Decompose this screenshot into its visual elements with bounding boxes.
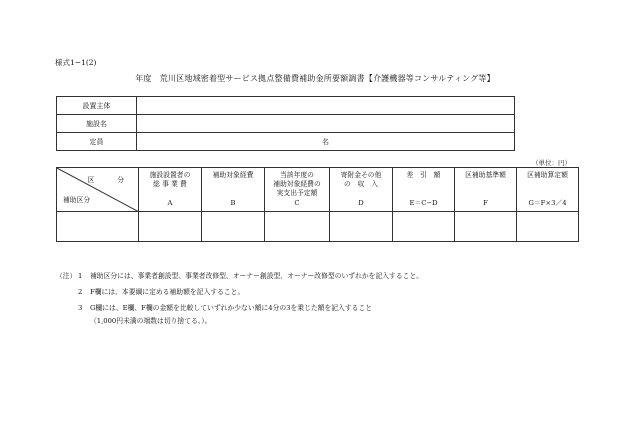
total-cost-cell[interactable] xyxy=(139,212,202,242)
column-header-text: 施設設置者の 総 事 業 費 xyxy=(149,171,191,188)
facility-info-table xyxy=(56,96,515,151)
column-code: E＝C−D xyxy=(409,199,438,207)
column-header xyxy=(202,168,265,212)
note-text: 補助区分には、事業者創設型、事業者改修型、オーナー創設型、オーナー改修型のいずれかを記入すること。 xyxy=(90,272,424,280)
info-row-facility xyxy=(57,115,515,133)
column-code: C xyxy=(294,199,300,207)
column-header-text: 補助対象経費 xyxy=(212,171,254,179)
column-header-text: 差 引 額 xyxy=(406,171,441,179)
form-number: 様式1−1(2) xyxy=(55,58,97,67)
document-title: 年度 荒川区地域密着型サービス拠点整備費補助金所要額調書【介護機器等コンサルティング等】 xyxy=(135,74,495,83)
subsidy-table xyxy=(56,167,579,242)
note-text: G欄には、E欄、F欄の金額を比較していずれか少ない額に4分の3を乗じた額を記入すること xyxy=(90,304,373,312)
facility-name-field[interactable] xyxy=(137,115,515,133)
calculated-amount-cell[interactable] xyxy=(517,212,579,242)
column-header-text: 区補助基準額 xyxy=(465,171,506,179)
info-row-operator xyxy=(57,97,515,115)
note-text: （1,000円未満の端数は切り捨てる。）。 xyxy=(90,317,212,325)
corner-label-bottom: 補助区分 xyxy=(63,196,91,204)
note-number: 2 xyxy=(78,288,83,296)
category-corner-cell xyxy=(57,168,139,212)
column-code: G＝F×3／4 xyxy=(528,199,567,207)
note-number: 1 xyxy=(78,272,83,280)
base-amount-cell[interactable] xyxy=(455,212,517,242)
info-label: 設置主体 xyxy=(57,97,137,115)
column-code: F xyxy=(483,199,488,207)
operator-field[interactable] xyxy=(137,97,515,115)
table-row xyxy=(57,212,579,242)
column-header-text: 寄附金その他 の 収 入 xyxy=(340,171,382,188)
note-number: 3 xyxy=(78,304,83,312)
column-header-text: 当該年度の 補助対象経費の 実支出予定額 xyxy=(273,171,321,197)
difference-cell[interactable] xyxy=(393,212,455,242)
subsidy-category-cell[interactable] xyxy=(57,212,139,242)
column-header xyxy=(139,168,202,212)
unit-note: （単位：円） xyxy=(532,159,571,167)
column-header xyxy=(455,168,517,212)
diagonal-line xyxy=(57,168,139,212)
corner-label-top: 区 分 xyxy=(87,176,132,184)
column-header-text: 区補助算定額 xyxy=(527,171,568,179)
column-code: B xyxy=(230,199,236,207)
column-code: D xyxy=(358,199,364,207)
note-text: F欄には、本要綱に定める補助額を記入すること。 xyxy=(90,288,245,296)
eligible-cost-cell[interactable] xyxy=(202,212,265,242)
column-header xyxy=(393,168,455,212)
info-label: 施設名 xyxy=(57,115,137,133)
column-header xyxy=(265,168,330,212)
capacity-field[interactable]: 名 xyxy=(137,133,515,151)
planned-expenditure-cell[interactable] xyxy=(265,212,330,242)
info-label: 定員 xyxy=(57,133,137,151)
column-code: A xyxy=(167,199,173,207)
donation-income-cell[interactable] xyxy=(330,212,393,242)
table-header-row xyxy=(57,168,579,212)
column-header xyxy=(517,168,579,212)
info-row-capacity xyxy=(57,133,515,151)
column-header xyxy=(330,168,393,212)
notes-tag: （注） xyxy=(56,272,77,280)
